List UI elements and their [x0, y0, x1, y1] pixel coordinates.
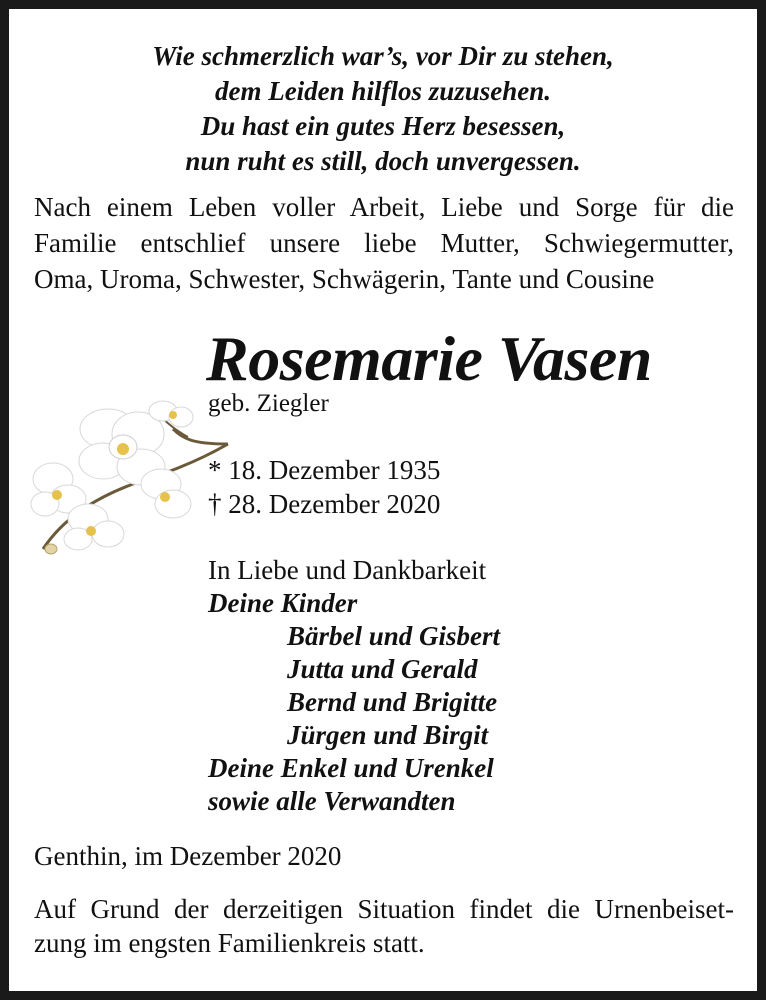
intro-line: Familie entschlief unsere liebe Mutter, Schwiegermutter,	[34, 228, 734, 258]
birth-date: * 18. Dezember 1935	[208, 455, 441, 485]
poem-line: Wie schmerzlich war’s, vor Dir zu stehen,	[152, 41, 614, 71]
deceased-name: Rosemarie Vasen	[206, 323, 652, 394]
poem-line: Du hast ein gutes Herz besessen,	[200, 111, 566, 141]
child-couple: Bärbel und Gisbert	[287, 621, 501, 651]
note-line: Auf Grund der derzeitigen Situation findet die Urnenbeiset-	[34, 894, 734, 924]
place-date: Genthin, im Dezember 2020	[34, 841, 342, 871]
life-dates	[208, 453, 440, 521]
intro-text	[34, 189, 734, 297]
death-date: † 28. Dezember 2020	[208, 489, 441, 519]
grandchildren: Deine Enkel und Urenkel	[208, 753, 494, 783]
obituary-card	[9, 9, 757, 991]
child-couple: Bernd und Brigitte	[287, 687, 498, 717]
greeting: In Liebe und Dankbarkeit	[208, 555, 487, 585]
mourners-block	[208, 554, 500, 818]
intro-line: Oma, Uroma, Schwester, Schwägerin, Tante und Cousine	[34, 264, 655, 294]
poem	[9, 39, 757, 179]
child-couple: Jürgen und Birgit	[287, 720, 489, 750]
children-heading: Deine Kinder	[208, 588, 358, 618]
burial-note	[34, 892, 734, 960]
orchid-icon	[23, 389, 233, 559]
birth-name: geb. Ziegler	[208, 390, 329, 417]
relatives: sowie alle Verwandten	[208, 786, 456, 816]
poem-line: nun ruht es still, doch unvergessen.	[185, 146, 581, 176]
poem-line: dem Leiden hilflos zuzusehen.	[214, 76, 552, 106]
child-couple: Jutta und Gerald	[287, 654, 478, 684]
note-line: zung im engsten Familienkreis statt.	[34, 928, 425, 958]
intro-line: Nach einem Leben voller Arbeit, Liebe und Sorge für die	[34, 192, 734, 222]
